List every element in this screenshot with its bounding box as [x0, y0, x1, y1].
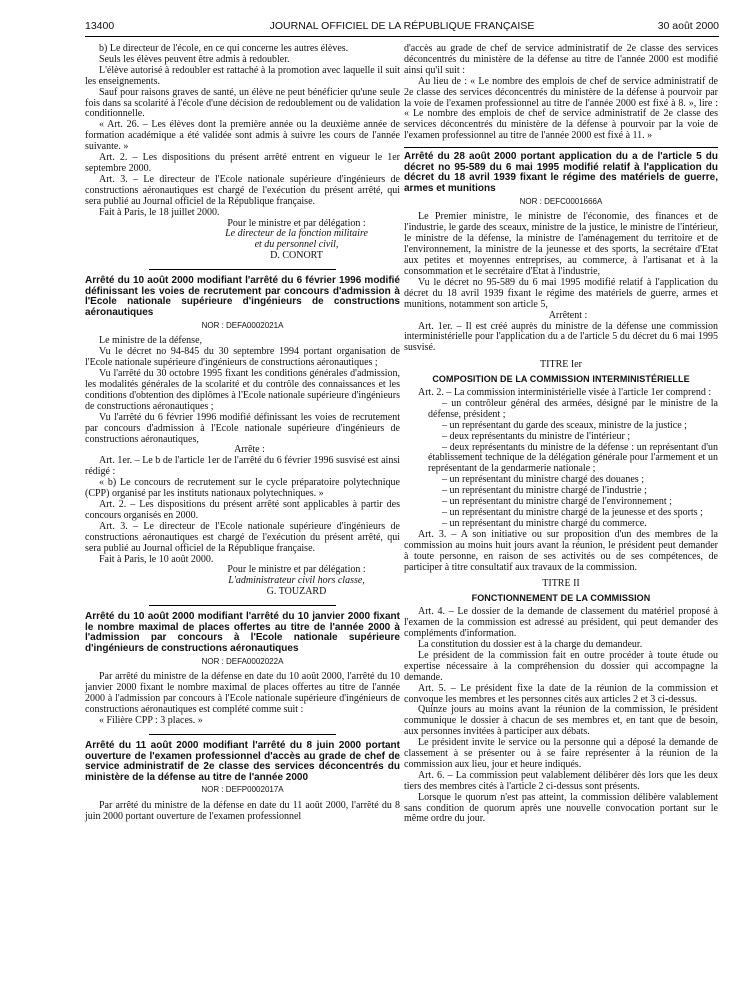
- separator: [404, 147, 718, 148]
- paragraph: Vu l'arrêté du 6 février 1996 modifié définissant les voies de recrutement par concours d'admission à l'Ecole nationale supérieure d'ingénieurs de constructions aéronautiques,: [85, 411, 400, 445]
- separator: [149, 605, 336, 606]
- paragraph: Arrêtent :: [548, 309, 588, 321]
- signature-line: Pour le ministre et par délégation :: [227, 217, 366, 229]
- paragraph: Art. 5. – Le président fixe la date de la réunion de la commission et convoque les membres et les personnes cités aux articles 2 et 3 ci-dessus.: [404, 682, 718, 705]
- decree-title: Arrêté du 11 août 2000 modifiant l'arrêté du 8 juin 2000 portant ouverture de l'examen professionnel d'accès au grade de chef de service administratif de 2e classe des services déconcentrés du ministère de la défense au titre de l'année 2000: [85, 739, 400, 783]
- paragraph: b) Le directeur de l'école, en ce qui concerne les autres élèves.: [99, 43, 349, 54]
- list-item: – deux représentants du ministre de l'intérieur ;: [442, 430, 631, 442]
- paragraph: Seuls les élèves peuvent être admis à redoubler.: [99, 53, 290, 65]
- paragraph: Arrête :: [234, 444, 265, 456]
- paragraph: Art. 1er. – Il est créé auprès du ministre de la défense une commission interministérielle pour l'application du a de l'article 5 du décret du 6 mai 1995 susvisé.: [404, 320, 718, 354]
- separator: [149, 269, 336, 270]
- paragraph: Art. 4. – Le dossier de la demande de classement du matériel proposé à l'examen de la commission est adressé au président, qui peut demander des compléments d'information.: [404, 606, 718, 640]
- section-title: TITRE Ier: [540, 359, 582, 371]
- nor-reference: NOR : DEFA0002022A: [201, 656, 284, 666]
- paragraph: Art. 2. – La commission interministérielle visée à l'article 1er comprend :: [418, 387, 712, 399]
- paragraph: Sauf pour raisons graves de santé, un élève ne peut bénéficier qu'une seule fois dans sa scolarité à l'école d'une décision de redoublement ou de validation conditionnelle.: [85, 86, 400, 120]
- nor-reference: NOR : DEFP0002017A: [201, 785, 284, 795]
- paragraph: Vu le décret no 95-589 du 6 mai 1995 modifié relatif à l'application du décret du 18 avril 1939 fixant le régime des matériels de guerre, armes et munitions, notamment son article 5,: [404, 276, 718, 310]
- section-title: TITRE II: [542, 578, 580, 590]
- paragraph: Art. 3. – Le directeur de l'Ecole nationale supérieure d'ingénieurs de constructions aéronautiques est chargé de l'exécution du présent arrêté, qui sera publié au Journal officiel de la République française.: [85, 520, 400, 554]
- paragraph: Art. 3. – Le directeur de l'Ecole nationale supérieure d'ingénieurs de constructions aéronautiques est chargé de l'exécution du présent arrêté, qui sera publié au Journal officiel de la République française.: [85, 173, 400, 207]
- paragraph: La constitution du dossier est à la charge du demandeur.: [418, 638, 643, 650]
- paragraph: d'accès au grade de chef de service administratif de 2e classe des services déconcentrés du ministère de la défense au titre de l'année 2000 est modifié ainsi qu'il suit :: [404, 43, 718, 76]
- list-item: – un représentant du ministre chargé de la jeunesse et des sports ;: [442, 507, 703, 518]
- signature-line: et du personnel civil,: [254, 239, 339, 251]
- paragraph: « Art. 26. – Les élèves dont la première année ou la deuxième année de formation académique a été validée sont admis à suivre les cours de l'année suivante. »: [85, 119, 400, 153]
- page-number: 13400: [85, 20, 115, 32]
- paragraph: Art. 2. – Les dispositions du présent arrêté entrent en vigueur le 1er septembre 2000.: [85, 152, 400, 174]
- decree-title: Arrêté du 28 août 2000 portant application du a de l'article 5 du décret no 95-589 du 6 mai 1995 modifié relatif à l'application du décret du 18 avril 1939 fixant le régime des matériels de guerre, armes et munitions: [404, 151, 718, 194]
- paragraph: Le président invite le service ou la personne qui a déposé la demande de classement à se présenter ou à se faire représenter à la réunion de la commission aux lieu, jour et heure indiqués.: [404, 737, 718, 770]
- paragraph: Quinze jours au moins avant la réunion de la commission, le président communique le dossier à chacun de ses membres et, en tant que de besoin, aux personnes invitées à participer aux débats.: [404, 704, 718, 738]
- list-item: – deux représentants du ministre de la défense : un représentant d'un établissement technique de la délégation générale pour l'armement et un représentant de la gendarmerie nationale ;: [428, 441, 718, 475]
- list-item: – un contrôleur général des armées, désigné par le ministre de la défense, président ;: [428, 397, 718, 420]
- separator: [149, 734, 336, 735]
- issue-date: 30 août 2000: [657, 20, 719, 32]
- journal-title: JOURNAL OFFICIEL DE LA RÉPUBLIQUE FRANÇAISE: [269, 20, 535, 32]
- list-item: – un représentant du ministre chargé de l'environnement ;: [442, 496, 672, 508]
- nor-reference: NOR : DEFC0001666A: [519, 196, 603, 206]
- paragraph: Vu l'arrêté du 30 octobre 1995 fixant les conditions générales d'admission, les modalités générales de la scolarité et du contrôle des connaissances et les conditions d'obtention des diplômes à l'Ecole nationale supérieure d'ingénieurs de constructions aéronautiques ;: [85, 368, 400, 412]
- signatory-name: G. TOUZARD: [266, 586, 327, 598]
- page-header: [85, 20, 719, 34]
- paragraph: Vu le décret no 94-845 du 30 septembre 1994 portant organisation de l'Ecole nationale supérieure d'ingénieurs de constructions aéronautiques ;: [85, 346, 400, 369]
- signature-line: L'administrateur civil hors classe,: [228, 575, 365, 587]
- paragraph: Fait à Paris, le 10 août 2000.: [99, 553, 214, 565]
- list-item: – un représentant du ministre chargé du commerce.: [442, 517, 647, 529]
- paragraph: Lorsque le quorum n'est pas atteint, la commission délibère valablement sans condition de quorum après une nouvelle convocation portant sur le même ordre du jour.: [404, 791, 718, 825]
- section-subtitle: COMPOSITION DE LA COMMISSION INTERMINISTÉRIELLE: [432, 374, 690, 385]
- left-column: [85, 44, 400, 823]
- nor-reference: NOR : DEFA0002021A: [201, 320, 284, 330]
- signature-block: [85, 219, 400, 263]
- section-subtitle: FONCTIONNEMENT DE LA COMMISSION: [471, 593, 651, 604]
- paragraph: Par arrêté du ministre de la défense en date du 10 août 2000, l'arrêté du 10 janvier 2000 fixant le nombre maximal de places offertes au titre de l'année 2000 à l'admission par concours à l'Ecole nationale supérieure d'ingénieurs de constructions aéronautiques est complété comme suit :: [85, 671, 400, 716]
- paragraph: Art. 2. – Les dispositions du présent arrêté sont applicables à partir des concours organisés en 2000.: [85, 499, 400, 521]
- paragraph: L'élève autorisé à redoubler est rattaché à la promotion avec laquelle il suit les enseignements.: [85, 64, 400, 87]
- paragraph: « Filière CPP : 3 places. »: [99, 715, 203, 727]
- list-item: – un représentant du garde des sceaux, ministre de la justice ;: [442, 419, 687, 431]
- list-item: – un représentant du ministre chargé de l'industrie ;: [442, 485, 647, 497]
- paragraph: Fait à Paris, le 18 juillet 2000.: [99, 206, 220, 218]
- decree-title: Arrêté du 10 août 2000 modifiant l'arrêté du 6 février 1996 modifié définissant les voies de recrutement par concours d'admission à l'Ecole nationale supérieure d'ingénieurs de constructions aéronautiques: [85, 275, 400, 318]
- paragraph: Le ministre de la défense,: [99, 335, 203, 347]
- signature-line: Pour le ministre et par délégation :: [227, 564, 366, 576]
- paragraph: Au lieu de : « Le nombre des emplois de chef de service administratif de 2e classe des services déconcentrés du ministère de la défense à pourvoir par la voie de l'examen professionnel au titre de l'année 2000 est fixé à 8. », lire : « Le nombre des emplois de chef de service administratif de 2e classe des services déconcentrés du ministère de la défense à pourvoir par la voie de l'examen professionnel au titre de l'année 2000 est fixé à 11. »: [404, 75, 718, 142]
- paragraph: « b) Le concours de recrutement sur le cycle préparatoire polytechnique (CPP) organisé par les instituts nationaux polytechniques. »: [85, 477, 400, 500]
- decree-title: Arrêté du 10 août 2000 modifiant l'arrêté du 10 janvier 2000 fixant le nombre maximal de places offertes au titre de l'année 2000 à l'admission par concours à l'Ecole nationale supérieure d'ingénieurs de constructions aéronautiques: [85, 611, 400, 654]
- signature-block: [85, 565, 400, 598]
- paragraph: Art. 3. – A son initiative ou sur proposition d'un des membres de la commission au moins huit jours avant la réunion, le président peut demander à toute personne, en raison de ses activités ou de ses compétences, de participer à titre consultatif aux travaux de la commission.: [404, 528, 718, 573]
- right-column: [404, 44, 718, 825]
- paragraph: Le président de la commission fait en outre procéder à toute étude ou expertise nécessaire à la compréhension du dossier qui accompagne la demande.: [404, 649, 718, 683]
- paragraph: Art. 6. – La commission peut valablement délibérer dès lors que les deux tiers des membres cités à l'article 2 ci-dessus sont présents.: [404, 769, 718, 792]
- list-item: – un représentant du ministre chargé des douanes ;: [442, 474, 644, 486]
- signature-line: Le directeur de la fonction militaire: [225, 228, 368, 240]
- paragraph: Art. 1er. – Le b de l'article 1er de l'arrêté du 6 février 1996 susvisé est ainsi rédigé :: [85, 455, 400, 478]
- paragraph: Le Premier ministre, le ministre de l'économie, des finances et de l'industrie, le garde des sceaux, ministre de la justice, le ministre de l'intérieur, le ministre de la défense, la ministre de l'aménagement du territoire et de l'environnement, la ministre de la jeunesse et des sports, la secrétaire d'Etat aux petites et moyennes entreprises, au commerce, à l'artisanat et à la consommation et le secrétaire d'Etat à l'industrie,: [404, 211, 718, 277]
- signatory-name: D. CONORT: [270, 250, 323, 262]
- header-rule: [85, 36, 719, 37]
- paragraph: Par arrêté du ministre de la défense en date du 11 août 2000, l'arrêté du 8 juin 2000 portant ouverture de l'examen professionnel: [85, 800, 400, 823]
